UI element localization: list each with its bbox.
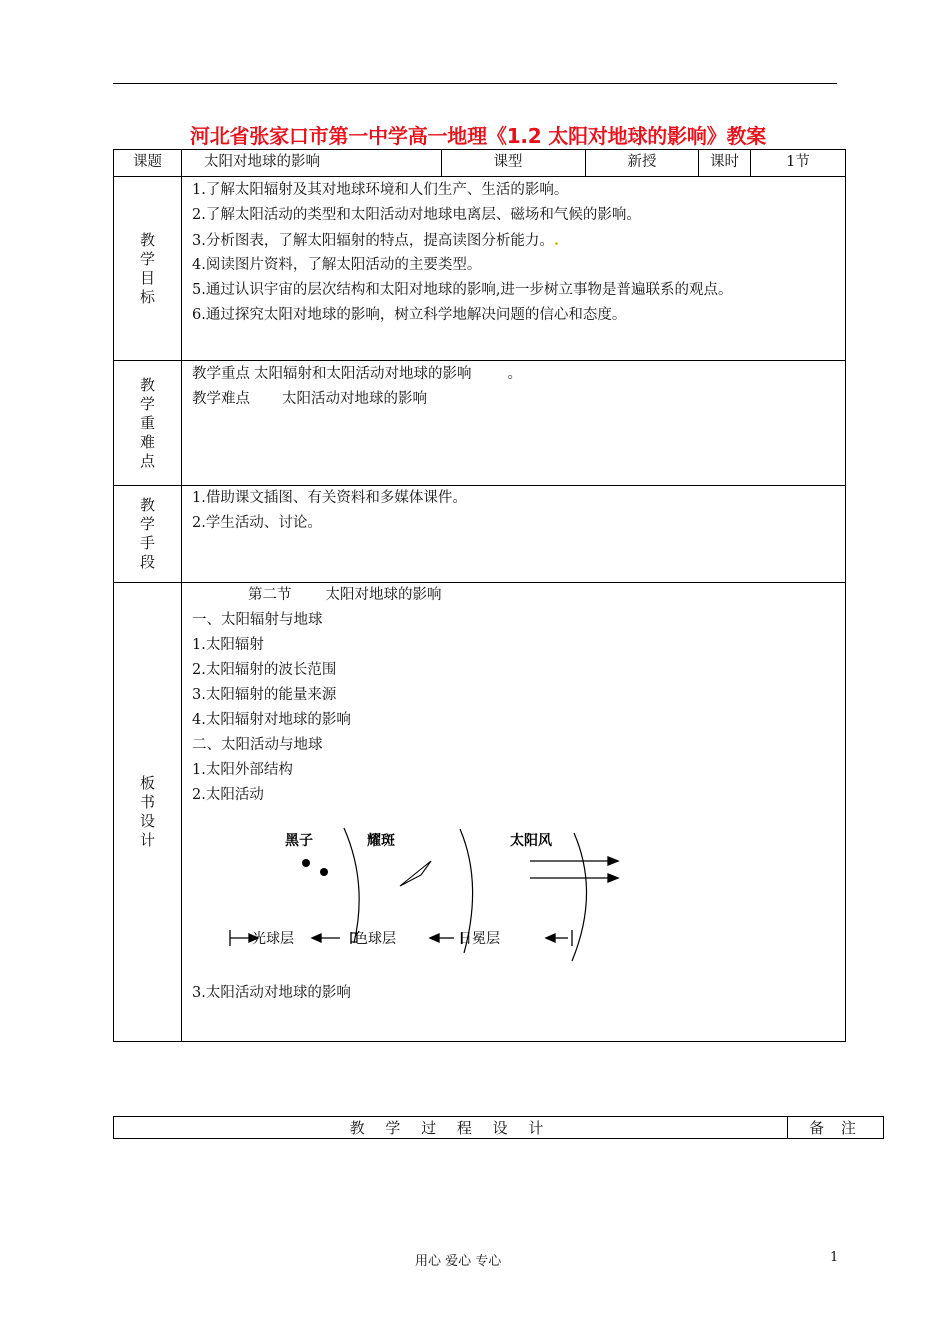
photosphere-label: 光球层 [252, 931, 294, 947]
lesson-plan-table [113, 149, 846, 1042]
header-row [114, 150, 846, 177]
corona-label: 日冕层 [458, 931, 500, 947]
board-line: 3.太阳辐射的能量来源 [192, 687, 337, 703]
process-design-label: 教 学 过 程 设 计 [114, 1117, 788, 1139]
method-item: 1.借助课文插图、有关资料和多媒体课件。 [192, 490, 467, 506]
board-line: 一、太阳辐射与地球 [192, 612, 323, 628]
methods-row [114, 486, 846, 583]
focus-text: 太阳辐射和太阳活动对地球的影响 [254, 366, 472, 382]
notes-label: 备 注 [788, 1117, 884, 1139]
focus-end: 。 [507, 366, 522, 382]
method-item: 2.学生活动、讨论。 [192, 515, 322, 531]
focus-line [192, 362, 845, 387]
objectives-label: 教学目标 [139, 230, 155, 306]
layer-boundary-curve [344, 828, 359, 943]
page-title: 河北省张家口市第一中学高一地理《1.2 太阳对地球的影响》教案 [189, 124, 767, 148]
objective-item: 6.通过探究太阳对地球的影响，树立科学地解决问题的信心和态度。 [192, 307, 627, 323]
difficulty-label: 教学难点 [192, 391, 250, 407]
objective-item: 2.了解太阳活动的类型和太阳活动对地球电离层、磁场和气候的影响。 [192, 207, 641, 223]
process-design-table [113, 1116, 884, 1139]
board-heading-section: 第二节 [248, 587, 292, 603]
difficulty-line [192, 387, 845, 412]
board-line: 2.太阳辐射的波长范围 [192, 662, 337, 678]
top-rule [113, 83, 837, 84]
board-last-line: 3.太阳活动对地球的影响 [192, 985, 351, 1001]
topic-label: 课题 [114, 150, 182, 177]
objective-item: 4.阅读图片资料，了解太阳活动的主要类型。 [192, 257, 482, 273]
sunspot-label: 黑子 [285, 833, 313, 849]
highlight-dot: . [553, 232, 559, 249]
solar-wind-label: 太阳风 [510, 833, 552, 849]
board-line: 1.太阳外部结构 [192, 762, 293, 778]
sunspot-dot [302, 859, 310, 867]
sun-structure-diagram [182, 583, 845, 1042]
board-line: 二、太阳活动与地球 [192, 737, 323, 753]
hours-label: 课时 [699, 150, 751, 177]
sunspot-dot [320, 868, 328, 876]
flare-label: 耀斑 [367, 833, 395, 849]
chromosphere-label: 色球层 [354, 931, 396, 947]
objective-item: 3.分析图表，了解太阳辐射的特点，提高读图分析能力。. [192, 232, 559, 249]
focus-label: 教学重点 [192, 366, 250, 382]
methods-label: 教学手段 [139, 496, 155, 571]
objective-item: 5.通过认识宇宙的层次结构和太阳对地球的影响,进一步树立事物是普遍联系的观点。 [192, 282, 733, 298]
flare-shape [400, 861, 431, 886]
layer-boundary-curve [572, 833, 587, 961]
topic-value: 太阳对地球的影响 [182, 150, 442, 177]
difficulty-text: 太阳活动对地球的影响 [282, 391, 427, 407]
key-points-label: 教学重难点 [139, 375, 155, 470]
board-design-row [114, 583, 846, 1042]
type-value: 新授 [586, 150, 699, 177]
board-line: 2.太阳活动 [192, 787, 264, 803]
hours-value: 1节 [751, 150, 846, 177]
key-points-row [114, 361, 846, 486]
objectives-row [114, 177, 846, 361]
board-label: 板书设计 [139, 774, 155, 849]
type-label: 课型 [494, 150, 586, 177]
page-number: 1 [830, 1250, 839, 1265]
objective-item: 1.了解太阳辐射及其对地球环境和人们生产、生活的影响。 [192, 182, 569, 198]
footer-slogan: 用心 爱心 专心 [415, 1254, 502, 1269]
board-line: 4.太阳辐射对地球的影响 [192, 712, 351, 728]
board-heading-title: 太阳对地球的影响 [325, 587, 442, 603]
board-line: 1.太阳辐射 [192, 637, 264, 653]
